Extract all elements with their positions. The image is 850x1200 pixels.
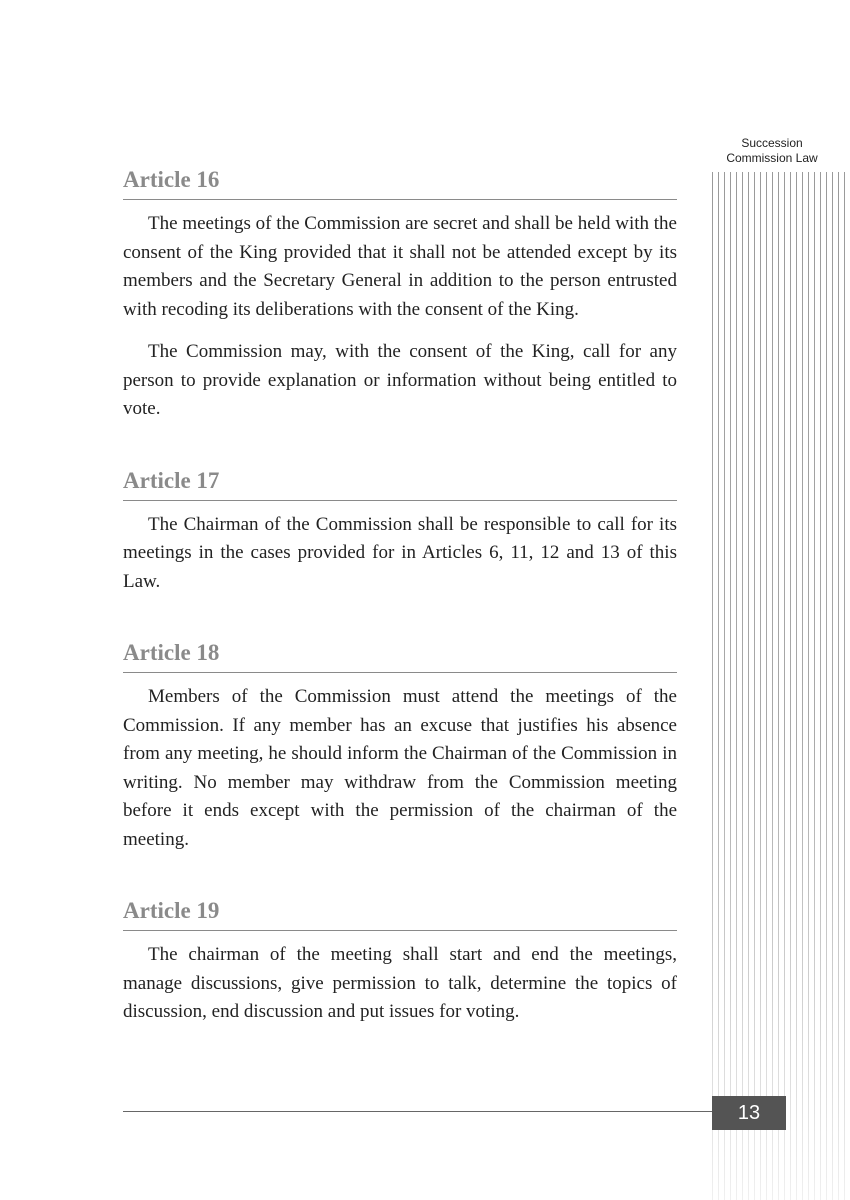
page-number: 13 [712, 1096, 786, 1130]
footer-rule [123, 1111, 713, 1112]
decorative-stripes [712, 172, 850, 1200]
article-title: Article 17 [123, 466, 677, 501]
article-16 [123, 165, 677, 424]
article-17 [123, 466, 677, 597]
article-19 [123, 896, 677, 1027]
article-paragraph: The Chairman of the Commission shall be responsible to call for its meetings in the cases provided for in Articles 6, 11, 12 and 13 of this Law. [123, 513, 677, 592]
article-paragraph: The chairman of the meeting shall start and end the meetings, manage discussions, give permission to talk, determine the topics of discussion, end discussion and put issues for voting. [123, 944, 677, 1022]
article-title: Article 16 [123, 165, 677, 200]
article-paragraph: Members of the Commission must attend the meetings of the Commission. If any member has an excuse that justifies his absence from any meeting, he should inform the Chairman of the Commission in writing. No member may withdraw from the Commission meeting before it ends except with the permission of the chairman of the meeting. [123, 686, 677, 850]
section-header [712, 136, 832, 166]
article-paragraph: The Commission may, with the consent of the King, call for any person to provide explanation or information without being entitled to vote. [123, 341, 677, 419]
article-18 [123, 638, 677, 854]
article-paragraph: The meetings of the Commission are secret and shall be held with the consent of the King provided that it shall not be attended except by its members and the Secretary General in addition to the person entrusted with recoding its deliberations with the consent of the King. [123, 213, 677, 320]
section-header-line-1: Succession [741, 136, 803, 150]
article-title: Article 19 [123, 896, 677, 931]
page-content [123, 165, 677, 1069]
article-title: Article 18 [123, 638, 677, 673]
section-header-line-2: Commission Law [726, 151, 818, 165]
